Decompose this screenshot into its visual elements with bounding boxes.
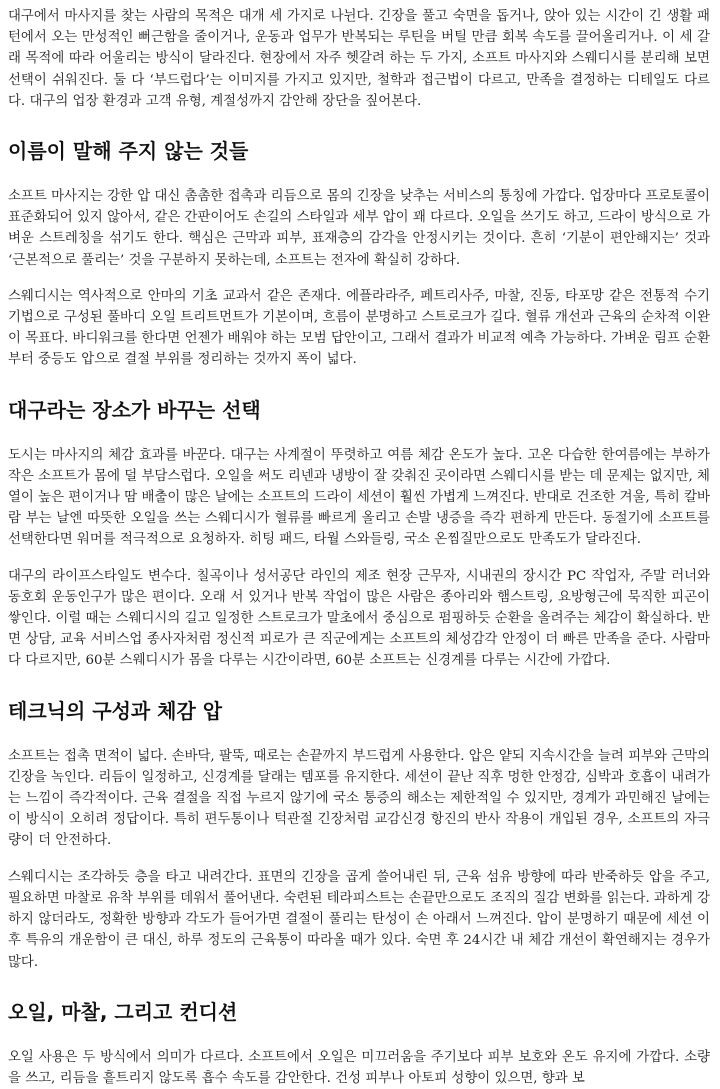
section-heading: 오일, 마찰, 그리고 컨디션	[8, 999, 238, 1024]
body-paragraph: 대구의 라이프스타일도 변수다. 칠곡이나 성서공단 라인의 제조 현장 근무자, 시내권의 장시간 PC 작업자, 주말 러너와 동호회 운동인구가 많은 편이다. 오래 서 있거나 반복 작업이 많은 사람은 종아리와 햄스트링, 요방형근에 묵직한 피곤이 쌓인다. 이럴 때는 스웨디시의 길고 일정한 스트로크가 말초에서 중심으로 펌핑하듯 순환을 올려주는 체감이 확실하다. 반면 상담, 교육 서비스업 종사자처럼 정신적 피로가 큰 직군에게는 소프트의 체성감각 안정이 더 빠른 만족을 준다. 사람마다 다르지만, 60분 스웨디시가 몸을 다루는 시간이라면, 60분 소프트는 신경계를 다루는 시간에 가깝다.	[8, 568, 710, 669]
section-heading: 대구라는 장소가 바꾸는 선택	[8, 397, 261, 422]
body-paragraph: 오일 사용은 두 방식에서 의미가 다르다. 소프트에서 오일은 미끄러움을 주기보다 피부 보호와 온도 유지에 가깝다. 소량을 쓰고, 리듬을 흩트리지 않도록 흡수 속도를 감안한다. 건성 피부나 아토피 성향이 있으면, 향과 보	[8, 1049, 710, 1086]
section-heading: 테크닉의 구성과 체감 압	[8, 698, 223, 723]
body-paragraph: 소프트는 접촉 면적이 넓다. 손바닥, 팔뚝, 때로는 손끝까지 부드럽게 사용한다. 압은 얕되 지속시간을 늘려 피부와 근막의 긴장을 녹인다. 리듬이 일정하고, 신경계를 달래는 템포를 유지한다. 세션이 끝난 직후 멍한 안정감, 심박과 호흡이 내려가는 느낌이 즉각적이다. 근육 결절을 직접 누르지 않기에 국소 통증의 해소는 제한적일 수 있지만, 경계가 과민해진 날에는 이 방식이 오히려 정답이다. 특히 편두통이나 턱관절 긴장처럼 교감신경 항진의 반사 작용이 개입된 경우, 소프트의 자극량이 더 안전하다.	[8, 748, 710, 849]
body-paragraph: 소프트 마사지는 강한 압 대신 촘촘한 접촉과 리듬으로 몸의 긴장을 낮추는 서비스의 통칭에 가깝다. 업장마다 프로토콜이 표준화되어 있지 않아서, 같은 간판이어도 손길의 스타일과 세부 압이 꽤 다르다. 오일을 쓰기도 하고, 드라이 방식으로 가벼운 스트레칭을 섞기도 한다. 핵심은 근막과 피부, 표재층의 감각을 안정시키는 것이다. 흔히 ‘기분이 편안해지는’ 것과 ‘근본적으로 풀리는’ 것을 구분하지 못하는데, 소프트는 전자에 확실히 강하다.	[8, 189, 710, 268]
body-paragraph: 스웨디시는 역사적으로 안마의 기초 교과서 같은 존재다. 에플라라주, 페트리사주, 마찰, 진동, 타포망 같은 전통적 수기 기법으로 구성된 풀바디 오일 트리트먼트가 기본이며, 흐름이 분명하고 스트로크가 길다. 혈류 개선과 근육의 순차적 이완이 목표다. 바디워크를 한다면 언젠가 배워야 하는 모범 답안이고, 그래서 결과가 비교적 예측 가능하다. 가벼운 림프 순환부터 중등도 압으로 결절 부위를 정리하는 것까지 폭이 넓다.	[8, 288, 710, 368]
intro-paragraph: 대구에서 마사지를 찾는 사람의 목적은 대개 세 가지로 나뉜다. 긴장을 풀고 숙면을 돕거나, 앉아 있는 시간이 긴 생활 패턴에서 오는 만성적인 뻐근함을 줄이거나, 운동과 업무가 반복되는 루틴을 버틸 만큼 회복 속도를 끌어올리거나. 이 세 갈래 목적에 따라 어울리는 방식이 달라진다. 현장에서 자주 헷갈려 하는 두 가지, 소프트 마사지와 스웨디시를 분리해 보면 선택이 쉬워진다. 둘 다 ‘부드럽다’는 이미지를 가지고 있지만, 철학과 접근법이 다르고, 만족을 결정하는 디테일도 다르다. 대구의 업장 환경과 고객 유형, 계절성까지 감안해 장단을 짚어본다.	[8, 9, 710, 109]
body-paragraph: 스웨디시는 조각하듯 층을 타고 내려간다. 표면의 긴장을 곱게 쓸어내린 뒤, 근육 섬유 방향에 따라 반죽하듯 압을 주고, 필요하면 마찰로 유착 부위를 데워서 풀어낸다. 숙련된 테라피스트는 손끝만으로도 조직의 질감 변화를 읽는다. 과하게 강하지 않더라도, 정확한 방향과 각도가 들어가면 결절이 풀리는 탄성이 손 아래서 느껴진다. 압이 분명하기 때문에 세션 이후 특유의 개운함이 큰 대신, 하루 정도의 근육통이 따라올 때가 있다. 숙면 후 24시간 내 체감 개선이 확연해지는 경우가 많다.	[8, 869, 710, 970]
body-paragraph: 도시는 마사지의 체감 효과를 바꾼다. 대구는 사계절이 뚜렷하고 여름 체감 온도가 높다. 고온 다습한 한여름에는 부하가 작은 소프트가 몸에 덜 부담스럽다. 오일을 써도 리넨과 냉방이 잘 갖춰진 곳이라면 스웨디시를 받는 데 문제는 없지만, 체열이 높은 편이거나 땀 배출이 많은 날에는 소프트의 드라이 세션이 훨씬 가볍게 느껴진다. 반대로 건조한 겨울, 특히 칼바람 부는 날엔 따뜻한 오일을 쓰는 스웨디시가 혈류를 빠르게 올리고 손발 냉증을 즉각 편하게 만든다. 동절기에 소프트를 선택한다면 워머를 적극적으로 요청하자. 히팅 패드, 타월 스와들링, 국소 온찜질만으로도 만족도가 달라진다.	[8, 447, 710, 548]
section-heading: 이름이 말해 주지 않는 것들	[8, 139, 249, 164]
